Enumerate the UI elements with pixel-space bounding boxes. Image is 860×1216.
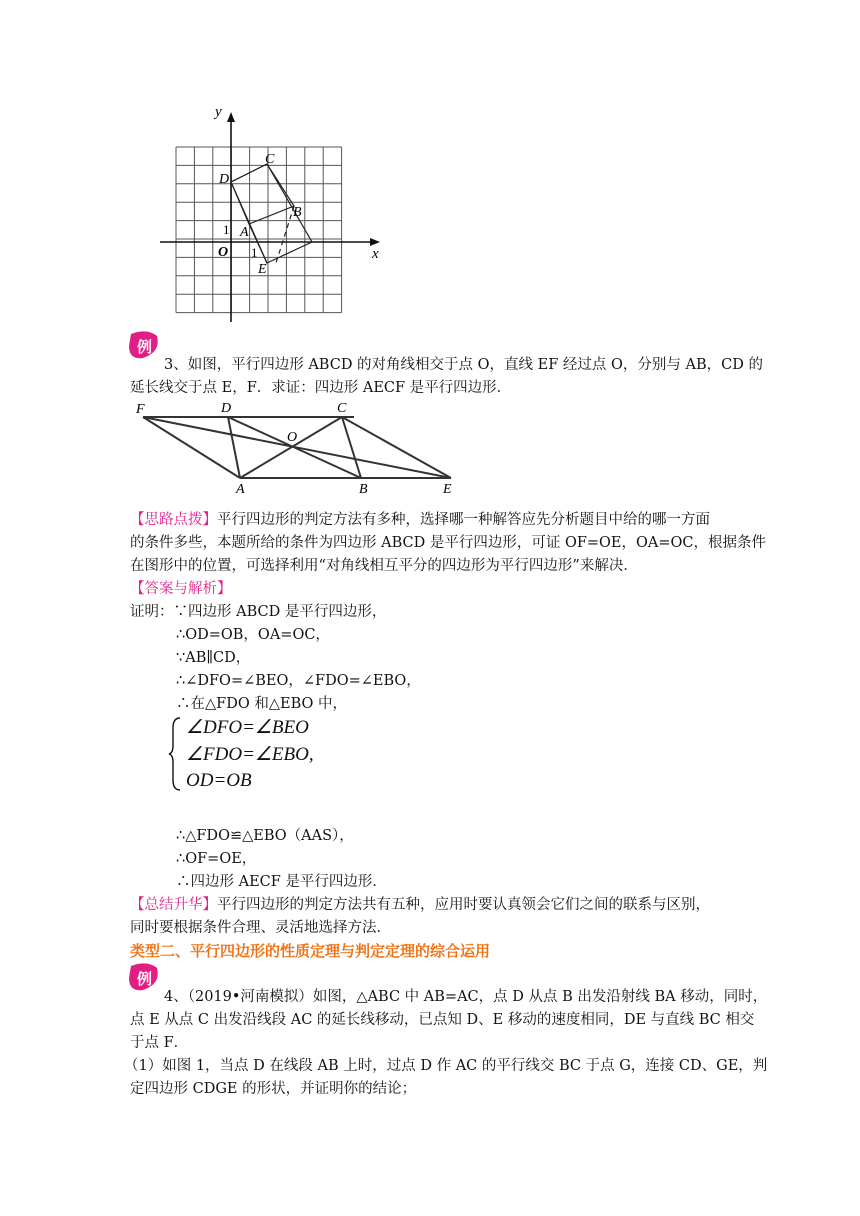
hint-tag: 【思路点拨】 <box>130 512 217 528</box>
label-origin: O <box>218 245 229 260</box>
badge-text: 例 <box>137 970 153 988</box>
summary-line2: 同时要根据条件合理、灵活地选择方法． <box>130 920 391 936</box>
system-eq3: OD=OB <box>186 770 252 791</box>
label-point-A: A <box>240 225 249 240</box>
coordinate-grid-figure <box>150 100 390 325</box>
system-eq2: ∠FDO=∠EBO, <box>186 744 314 765</box>
label-x-axis: x <box>372 246 379 262</box>
proof-line2: ∵AB∥CD， <box>176 650 251 666</box>
section-heading-type2: 类型二、平行四边形的性质定理与判定定理的综合运用 <box>130 942 491 960</box>
parallelogram-figure <box>125 395 465 500</box>
label-unit-x: 1 <box>251 245 258 260</box>
ex3-line2: 延长线交于点 E，F．求证：四边形 AECF 是平行四边形． <box>130 380 512 396</box>
ex4-line5: 定四边形 CDGE 的形状，并证明你的结论； <box>130 1081 417 1097</box>
ex4-line3: 于点 F． <box>130 1035 189 1051</box>
fig-label-A: A <box>236 482 245 497</box>
summary-tag: 【总结升华】 <box>130 897 217 913</box>
x-axis-arrow <box>370 238 380 246</box>
proof-line5: ∴△FDO≌△EBO（AAS）， <box>176 828 354 844</box>
badge-text: 例 <box>137 338 153 356</box>
summary-line1 <box>130 894 710 916</box>
fig-label-O: O <box>287 430 298 445</box>
fig-label-E: E <box>443 482 452 497</box>
label-point-C: C <box>265 152 275 167</box>
label-unit-y: 1 <box>223 222 230 237</box>
fig-label-B: B <box>359 482 368 497</box>
example-badge-4 <box>127 962 161 992</box>
y-axis-arrow <box>227 112 235 122</box>
fig-label-D: D <box>221 401 232 416</box>
ex3-line1: 3、如图，平行四边形 ABCD 的对角线相交于点 O，直线 EF 经过点 O，分别与 AB，CD 的 <box>164 357 763 373</box>
grid-lines <box>176 147 342 313</box>
system-brace <box>168 716 182 792</box>
example-badge-3 <box>127 330 161 360</box>
hint-line1 <box>130 509 710 531</box>
proof-line0: 证明：∵四边形 ABCD 是平行四边形， <box>130 604 387 620</box>
label-point-B: B <box>293 205 302 220</box>
fig-label-C: C <box>337 401 347 416</box>
ex4-line1: 4、（2019•河南模拟）如图，△ABC 中 AB=AC，点 D 从点 B 出发沿射线 BA 移动，同时， <box>164 989 768 1005</box>
label-y-axis: y <box>215 104 222 120</box>
proof-line6: ∴OF=OE， <box>176 851 257 867</box>
hint-line2: 的条件多些，本题所给的条件为四边形 ABCD 是平行四边形，可证 OF=OE，OA=OC，根据条件 <box>130 535 767 551</box>
ex4-line4: （1）如图 1，当点 D 在线段 AB 上时，过点 D 作 AC 的平行线交 BC 于点 G，连接 CD、GE，判 <box>124 1058 768 1074</box>
proof-line1: ∴OD=OB，OA=OC， <box>176 627 330 643</box>
proof-line4: ∴在△FDO 和△EBO 中， <box>176 696 347 712</box>
hint-text1: 平行四边形的判定方法有多种，选择哪一种解答应先分析题目中给的哪一方面 <box>217 512 710 528</box>
system-eq1: ∠DFO=∠BEO <box>186 717 309 738</box>
label-point-E: E <box>258 262 267 277</box>
summary-text1: 平行四边形的判定方法共有五种，应用时要认真领会它们之间的联系与区别， <box>217 897 710 913</box>
ex4-line2: 点 E 从点 C 出发沿线段 AC 的延长线移动，已点知 D、E 移动的速度相同，DE 与直线 BC 相交 <box>130 1012 755 1028</box>
hint-line3: 在图形中的位置，可选择利用“对角线相互平分的四边形为平行四边形”来解决． <box>130 558 638 574</box>
proof-line7: ∴四边形 AECF 是平行四边形． <box>176 874 387 890</box>
fig-label-F: F <box>136 402 145 417</box>
proof-line3: ∴∠DFO=∠BEO，∠FDO=∠EBO， <box>176 673 421 689</box>
label-point-D: D <box>219 172 230 187</box>
answer-tag: 【答案与解析】 <box>130 581 232 597</box>
